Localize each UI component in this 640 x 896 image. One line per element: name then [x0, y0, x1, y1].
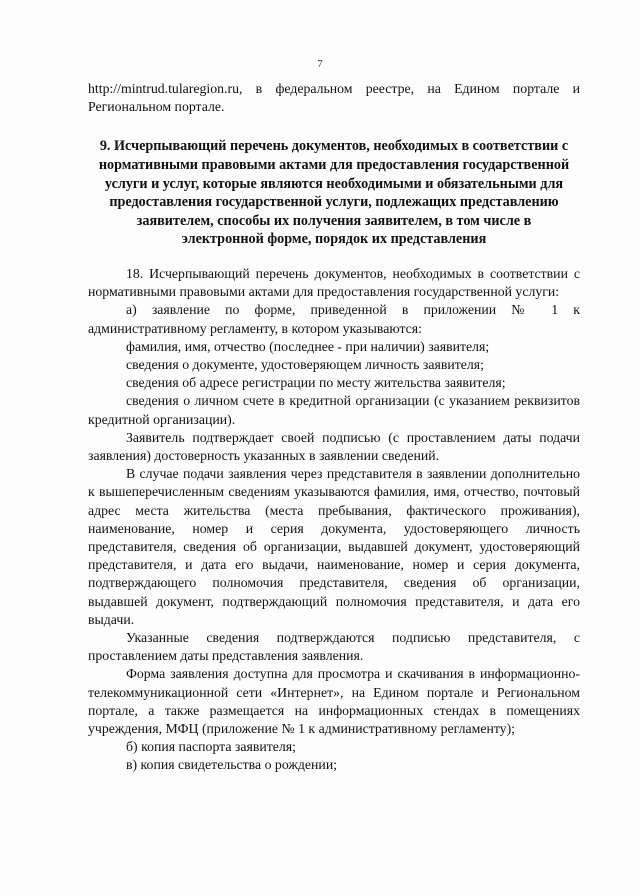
page-number: 7 — [317, 58, 323, 70]
signature-paragraph: Заявитель подтверждает своей подписью (с проставлением даты подачи заявления) достоверность указанных в заявлении сведений. — [88, 429, 580, 463]
intro-paragraph: http://mintrud.tularegion.ru, в федеральном реестре, на Едином портале и Региональном портале. — [88, 81, 580, 115]
document-body — [88, 80, 580, 775]
confirmation-paragraph: Указанные сведения подтверждаются подписью представителя, с проставлением даты представления заявления. — [88, 630, 580, 664]
item-fio: фамилия, имя, отчество (последнее - при наличии) заявителя; — [126, 338, 490, 354]
paragraph-18: 18. Исчерпывающий перечень документов, необходимых в соответствии с нормативными правовыми актами для предоставления государственной услуги: — [88, 265, 580, 300]
form-availability-paragraph: Форма заявления доступна для просмотра и скачивания в информационно-телекоммуникационной сети «Интернет», на Едином портале и Региональном портале, а также размещается на информационных стендах в помещениях учреждения, МФЦ (приложение № 1 к административному регламенту); — [88, 666, 580, 737]
item-b: б) копия паспорта заявителя; — [126, 739, 296, 755]
item-a: а) заявление по форме, приведенной в приложении № 1 к административному регламенту, в котором указываются: — [88, 302, 580, 336]
item-identity-document: сведения о документе, удостоверяющем личность заявителя; — [126, 356, 484, 372]
section-heading: 9. Исчерпывающий перечень документов, необходимых в соответствии с нормативными правовыми актами для предоставления государственной услуги и услуг, которые являются необходимыми и обязательными для предоставления государственной услуги, подлежащих представлению заявителем, способы их получения заявителем, в том числе в электронной форме, порядок их представления — [98, 138, 570, 248]
representative-paragraph: В случае подачи заявления через представителя в заявлении дополнительно к вышеперечисленным сведениям указываются фамилия, имя, отчество, почтовый адрес места жительства (места пребывания, фактического проживания), наименование, номер и серия документа, удостоверяющего личность представителя, сведения об организации, выдавшей документ, удостоверяющий представителя, и дата его выдачи, наименование, номер и серия документа, подтверждающего полномочия представителя, сведения об организации, выдавшей документ, подтверждающий полномочия представителя, и дата его выдачи. — [88, 466, 580, 627]
item-address: сведения об адресе регистрации по месту жительства заявителя; — [126, 375, 506, 391]
item-v: в) копия свидетельства о рождении; — [126, 757, 338, 773]
item-bank-account: сведения о личном счете в кредитной организации (с указанием реквизитов кредитной организации). — [88, 393, 580, 427]
